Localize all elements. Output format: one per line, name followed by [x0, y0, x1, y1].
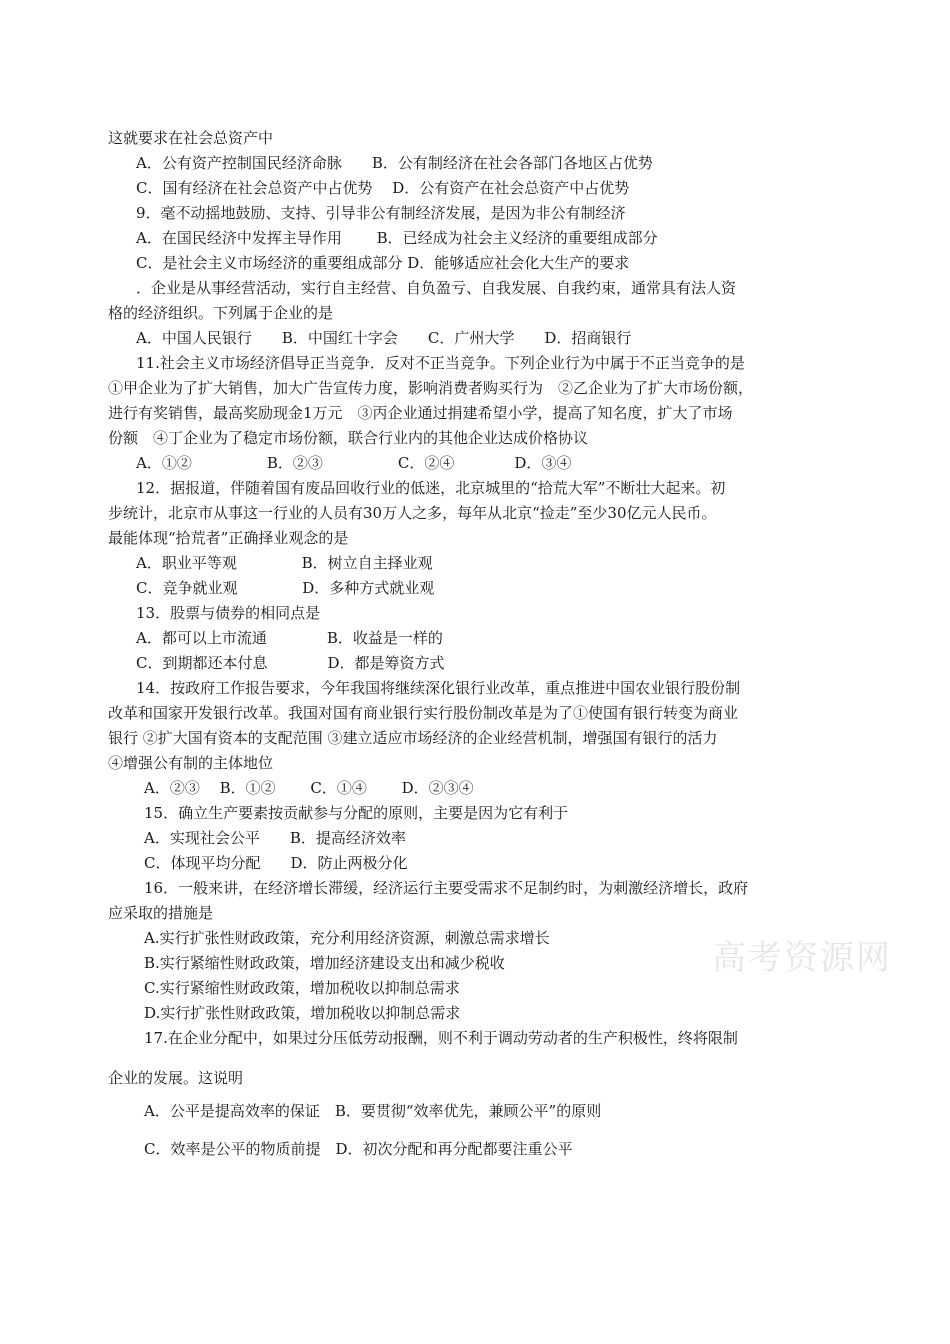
text-line: 改革和国家开发银行改革。我国对国有商业银行实行股份制改革是为了①使国有银行转变为商业	[108, 704, 739, 722]
text-line: 企业的发展。这说明	[108, 1069, 244, 1087]
text-line: 银行 ②扩大国有资本的支配范围 ③建立适应市场经济的企业经营机制，增强国有银行的活力	[108, 729, 718, 747]
option-line: A．职业平等观 B．树立自主择业观	[136, 554, 433, 572]
option-line: A．实现社会公平 B．提高经济效率	[144, 829, 406, 847]
option-line: C.实行紧缩性财政政策，增加税收以抑制总需求	[144, 979, 460, 997]
option-line: A．①② B．②③ C．②④ D．③④	[136, 454, 572, 472]
option-line: A.实行扩张性财政政策，充分利用经济资源，刺激总需求增长	[144, 929, 550, 947]
question-13: 13．股票与债券的相同点是	[136, 604, 321, 622]
option-line: C．体现平均分配 D．防止两极分化	[144, 854, 408, 872]
option-line: C．竞争就业观 D．多种方式就业观	[136, 579, 435, 597]
text-line: ①甲企业为了扩大销售，加大广告宣传力度，影响消费者购买行为 ②乙企业为了扩大市场份额，	[108, 379, 754, 397]
text-line: 这就要求在社会总资产中	[108, 129, 274, 147]
text-line: 最能体现“拾荒者”正确择业观念的是	[108, 529, 349, 547]
question-16: 16．一般来讲，在经济增长滞缓，经济运行主要受需求不足制约时，为刺激经济增长，政府	[144, 879, 749, 897]
text-line: 应采取的措施是	[108, 904, 214, 922]
question-10: ．企业是从事经营活动，实行自主经营、自负盈亏、自我发展、自我约束，通常具有法人资	[136, 279, 737, 297]
option-line: A．都可以上市流通 B．收益是一样的	[136, 629, 443, 647]
question-14: 14．按政府工作报告要求，今年我国将继续深化银行业改革，重点推进中国农业银行股份制	[136, 679, 741, 697]
text-line: ④增强公有制的主体地位	[108, 754, 274, 772]
text-line: 格的经济组织。下列属于企业的是	[108, 304, 334, 322]
option-line: C．国有经济在社会总资产中占优势 D．公有资产在社会总资产中占优势	[136, 179, 630, 197]
question-9: 9．毫不动摇地鼓励、支持、引导非公有制经济发展，是因为非公有制经济	[136, 204, 626, 222]
watermark: 高考资源网	[712, 938, 892, 978]
option-line: C．到期都还本付息 D．都是筹资方式	[136, 654, 445, 672]
question-11: 11.社会主义市场经济倡导正当竞争．反对不正当竞争。下列企业行为中属于不正当竞争的是	[136, 354, 745, 372]
question-12: 12．据报道，伴随着国有废品回收行业的低迷，北京城里的“拾荒大军”不断壮大起来。初	[136, 479, 726, 497]
option-line: D.实行扩张性财政政策，增加税收以抑制总需求	[144, 1004, 461, 1022]
text-line: 进行有奖销售，最高奖励现金1万元 ③丙企业通过捐建希望小学，提高了知名度，扩大了市场	[108, 404, 733, 422]
option-line: B.实行紧缩性财政政策，增加经济建设支出和减少税收	[144, 954, 505, 972]
option-line: A．②③ B．①② C．①④ D．②③④	[144, 779, 474, 797]
option-line: C．是社会主义市场经济的重要组成部分 D．能够适应社会化大生产的要求	[136, 254, 630, 272]
question-17: 17.在企业分配中，如果过分压低劳动报酬，则不利于调动劳动者的生产积极性，终将限制	[144, 1029, 738, 1047]
option-line: A．在国民经济中发挥主导作用 B．已经成为社会主义经济的重要组成部分	[136, 229, 658, 247]
option-line: C．效率是公平的物质前提 D．初次分配和再分配都要注重公平	[144, 1140, 573, 1158]
option-line: A．公平是提高效率的保证 B．要贯彻“效率优先，兼顾公平”的原则	[144, 1102, 602, 1120]
text-line: 步统计，北京市从事这一行业的人员有30万人之多，每年从北京“捡走”至少30亿元人民币。	[108, 504, 717, 522]
question-15: 15．确立生产要素按贡献参与分配的原则，主要是因为它有利于	[144, 804, 569, 822]
option-line: A．公有资产控制国民经济命脉 B．公有制经济在社会各部门各地区占优势	[136, 154, 653, 172]
option-line: A．中国人民银行 B．中国红十字会 C．广州大学 D．招商银行	[136, 329, 632, 347]
text-line: 份额 ④丁企业为了稳定市场份额，联合行业内的其他企业达成价格协议	[108, 429, 589, 447]
